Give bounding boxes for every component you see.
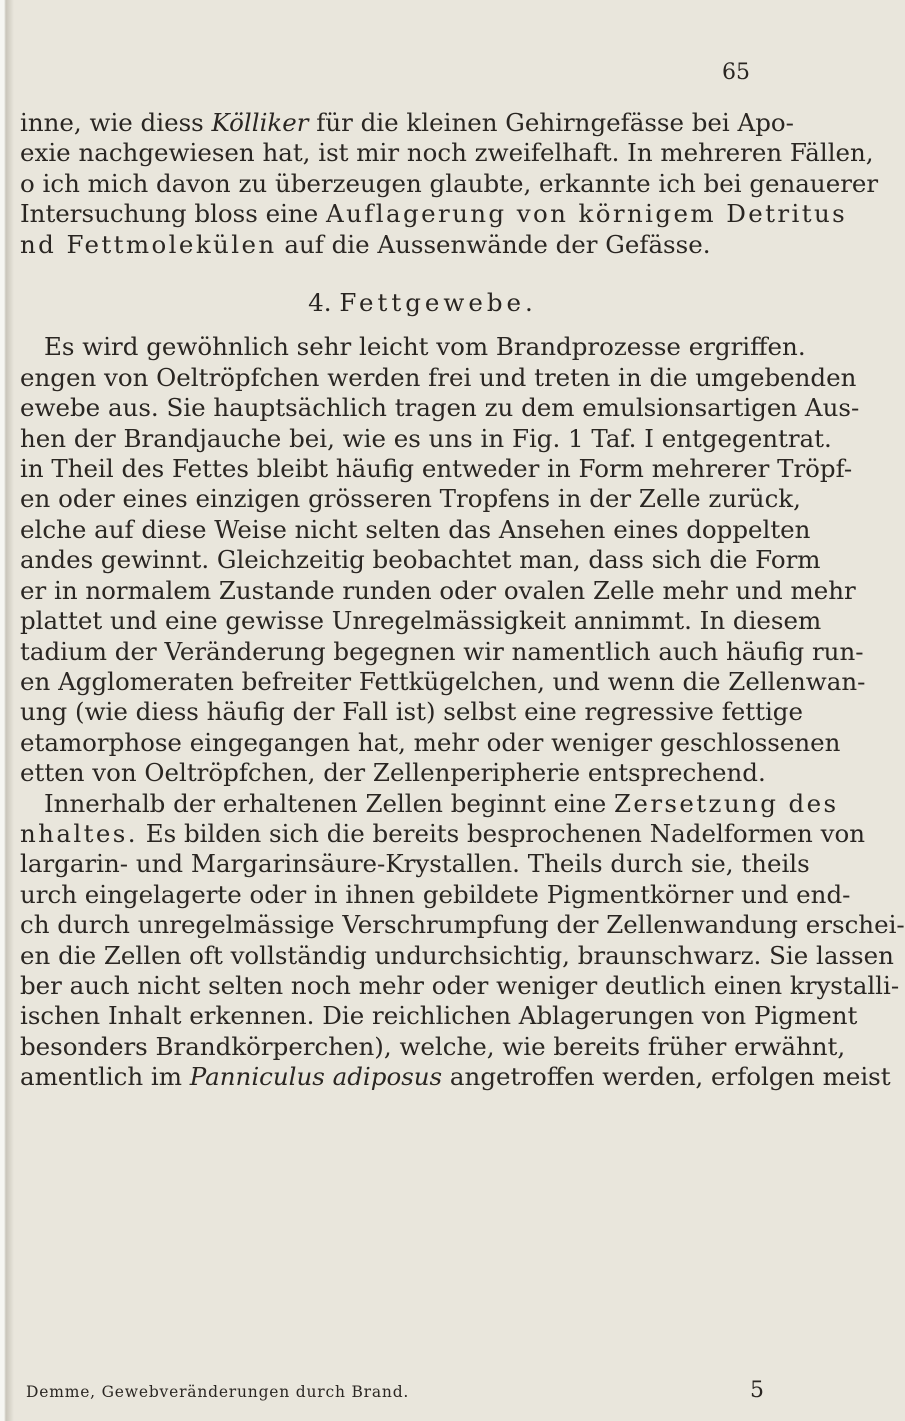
section-heading (20, 288, 775, 318)
text-line: nhaltes. Es bilden sich die bereits besprochenen Nadelformen von (20, 818, 865, 848)
text-line: elche auf diese Weise nicht selten das Ansehen eines doppelten (20, 514, 811, 544)
page-number: 65 (722, 60, 750, 85)
text-line: ber auch nicht selten noch mehr oder weniger deutlich einen krystalli- (20, 970, 900, 1000)
page-gutter-shadow (0, 0, 14, 1421)
text-line: etten von Oeltröpfchen, der Zellenperipherie entsprechend. (20, 758, 766, 788)
paragraph-2 (20, 332, 866, 788)
section-title: Fettgewebe. (339, 288, 537, 318)
text-line: en oder eines einzigen grösseren Tropfens in der Zelle zurück, (20, 484, 801, 514)
text-line: ung (wie diess häufig der Fall ist) selbst eine regressive fettige (20, 697, 803, 727)
text-line: largarin- und Margarinsäure-Krystallen. Theils durch sie, theils (20, 849, 810, 879)
text-line: er in normalem Zustande runden oder ovalen Zelle mehr und mehr (20, 575, 856, 605)
text-line: andes gewinnt. Gleichzeitig beobachtet man, dass sich die Form (20, 545, 821, 575)
text-line: nd Fettmolekülen auf die Aussenwände der Gefässe. (20, 229, 711, 259)
text-line: ewebe aus. Sie hauptsächlich tragen zu dem emulsionsartigen Aus- (20, 393, 860, 423)
section-number: 4. (308, 288, 332, 318)
text-line: besonders Brandkörperchen), welche, wie bereits früher erwähnt, (20, 1031, 846, 1061)
page-footer (26, 1378, 764, 1403)
text-line: Innerhalb der erhaltenen Zellen beginnt eine Zersetzung des (44, 788, 839, 818)
text-line: amentlich im Panniculus adiposus angetroffen werden, erfolgen meist (20, 1062, 891, 1092)
line-start: inne, wie diess (20, 108, 212, 137)
paragraph-1 (20, 108, 879, 260)
text-line (20, 108, 794, 138)
text-line: en die Zellen oft vollständig undurchsichtig, braunschwarz. Sie lassen (20, 940, 894, 970)
text-line: plattet und eine gewisse Unregelmässigkeit annimmt. In diesem (20, 606, 822, 636)
latin-term: Panniculus adiposus (189, 1062, 443, 1092)
emphasis-spaced: nd Fettmolekülen (20, 229, 277, 259)
text-line: ch durch unregelmässige Verschrumpfung der Zellenwandung erschei- (20, 910, 905, 940)
text-line: engen von Oeltröpfchen werden frei und treten in die umgebenden (20, 362, 857, 392)
text-line: tadium der Veränderung begegnen wir namentlich auch häufig run- (20, 636, 864, 666)
emphasis-spaced: Zersetzung des (614, 788, 839, 818)
text-line: ischen Inhalt erkennen. Die reichlichen Ablagerungen von Pigment (20, 1001, 858, 1031)
text-line: etamorphose eingegangen hat, mehr oder weniger geschlossenen (20, 727, 841, 757)
text-line: exie nachgewiesen hat, ist mir noch zweifelhaft. In mehreren Fällen, (20, 138, 874, 168)
running-title: Demme, Gewebveränderungen durch Brand. (26, 1383, 410, 1401)
text-line: in Theil des Fettes bleibt häufig entweder in Form mehrerer Tröpf- (20, 454, 853, 484)
text-line: urch eingelagerte oder in ihnen gebildete Pigmentkörner und end- (20, 879, 851, 909)
author-name: Kölliker (211, 108, 309, 137)
line-end: für die kleinen Gehirngefässe bei Apo- (308, 108, 794, 137)
text-line: o ich mich davon zu überzeugen glaubte, erkannte ich bei genauerer (20, 168, 879, 198)
emphasis-spaced: nhaltes. (20, 818, 138, 848)
text-line: Intersuchung bloss eine Auflagerung von körnigem Detritus (20, 199, 848, 229)
text-line: en Agglomeraten befreiter Fettkügelchen, und wenn die Zellenwan- (20, 666, 866, 696)
body-text (20, 108, 905, 1093)
paragraph-3 (20, 788, 905, 1093)
text-line: Es wird gewöhnlich sehr leicht vom Brandprozesse ergriffen. (44, 332, 806, 362)
signature-mark: 5 (750, 1378, 764, 1403)
text-line: hen der Brandjauche bei, wie es uns in Fig. 1 Taf. I entgegentrat. (20, 423, 832, 453)
emphasis-spaced: Auflagerung von körnigem Detritus (326, 199, 848, 229)
